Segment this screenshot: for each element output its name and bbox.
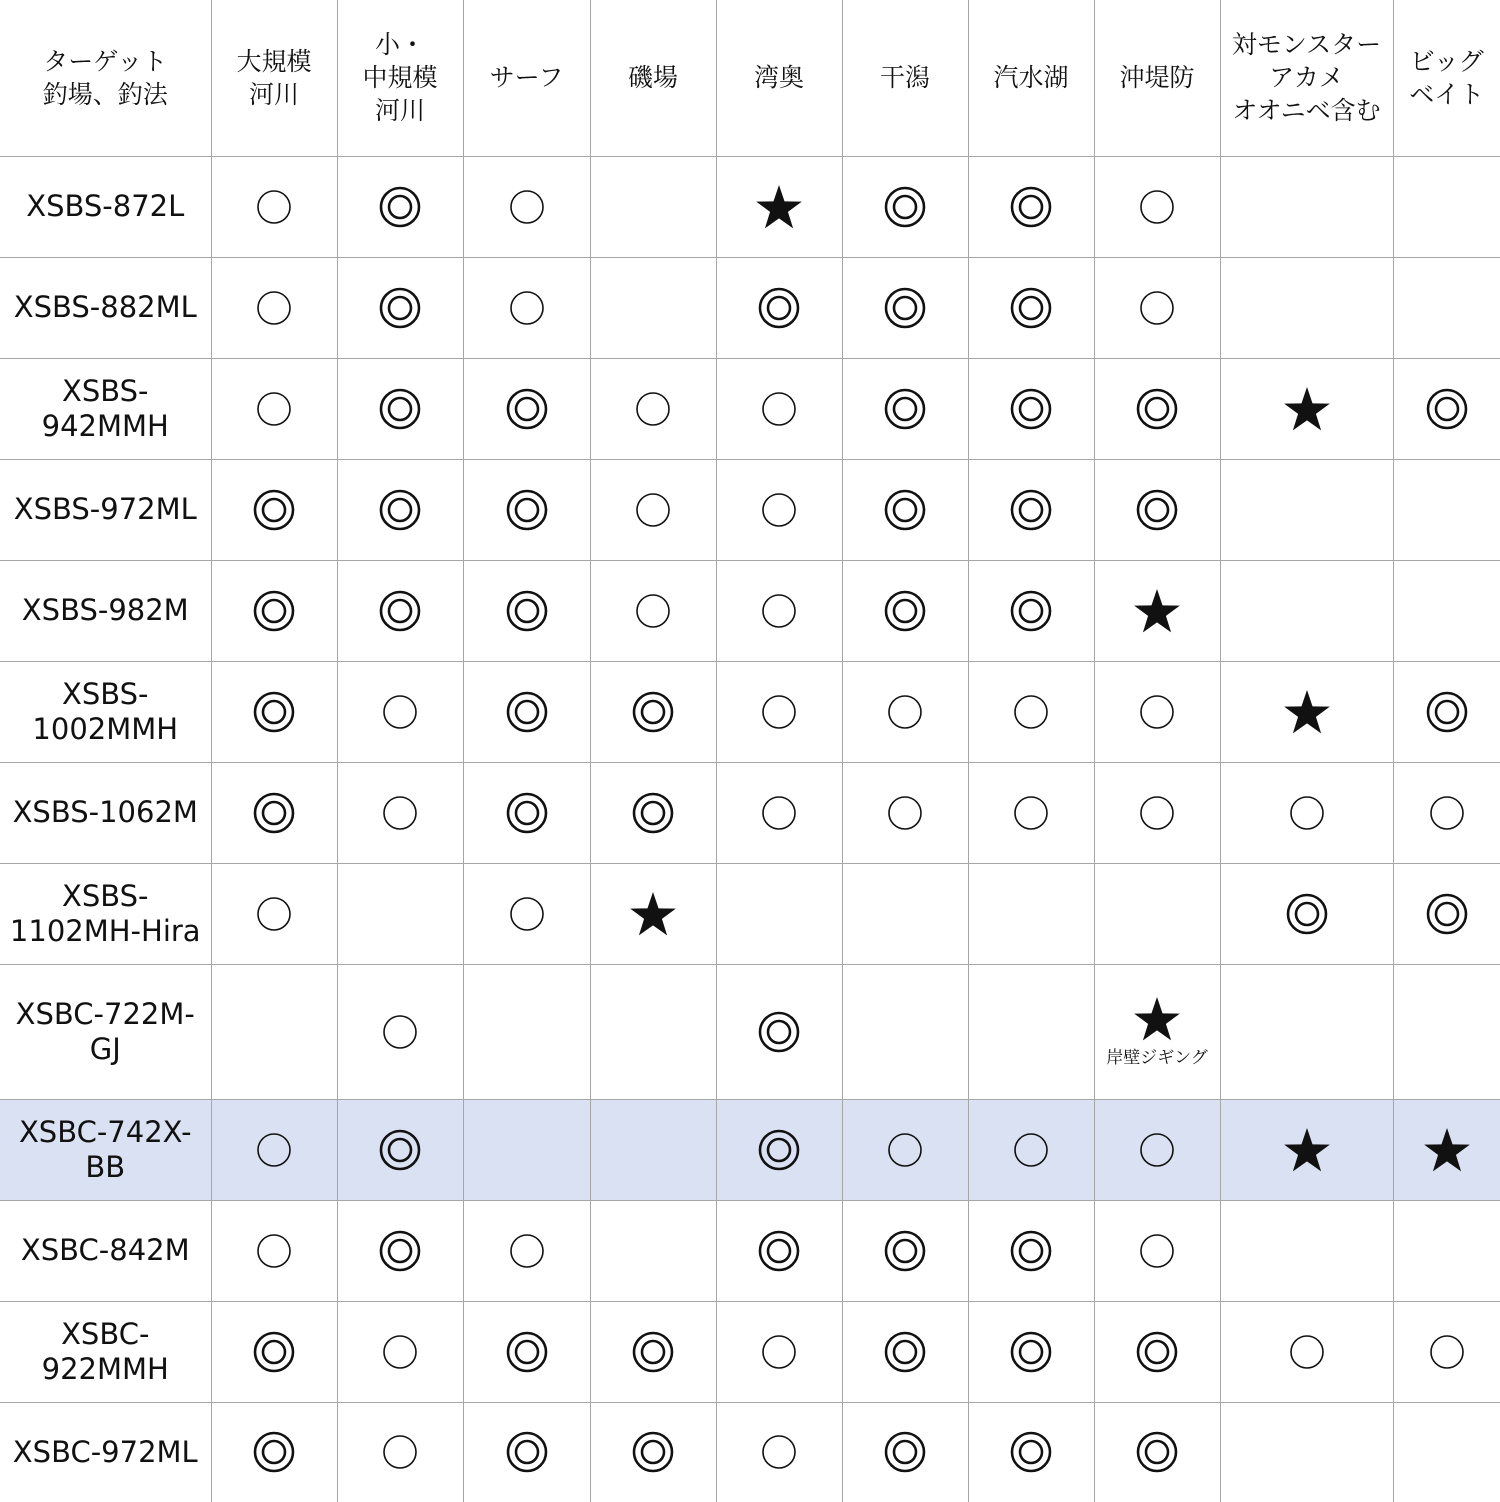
star-mark [1133, 588, 1181, 634]
circle-mark [887, 694, 923, 730]
circle-mark [1429, 795, 1465, 831]
circle-mark [256, 896, 292, 932]
rating-cell [337, 964, 463, 1099]
column-header [463, 0, 590, 156]
double-circle-mark [758, 1230, 800, 1272]
double-circle-mark [1010, 388, 1052, 430]
double-circle-mark [632, 1431, 674, 1473]
rating-cell [337, 257, 463, 358]
rating-cell [590, 459, 716, 560]
column-header [842, 0, 968, 156]
circle-mark [761, 1434, 797, 1470]
table-row [0, 661, 1500, 762]
rating-cell [968, 964, 1094, 1099]
rating-cell [842, 863, 968, 964]
double-circle-mark [1010, 1431, 1052, 1473]
double-circle-mark [884, 1431, 926, 1473]
rating-cell [337, 560, 463, 661]
model-name: XSBS-972ML [13, 492, 197, 526]
circle-mark [382, 694, 418, 730]
double-circle-mark [884, 590, 926, 632]
rating-cell [463, 156, 590, 257]
header-corner [0, 0, 211, 156]
rating-cell [1220, 661, 1393, 762]
rating-cell [968, 661, 1094, 762]
double-circle-mark [379, 287, 421, 329]
rating-cell [1393, 1301, 1500, 1402]
rating-cell [211, 863, 337, 964]
rating-cell [590, 863, 716, 964]
rating-cell [1220, 762, 1393, 863]
rating-cell [590, 1200, 716, 1301]
column-header-label: 沖堤防 [1119, 63, 1195, 93]
rating-cell [337, 459, 463, 560]
double-circle-mark [884, 1230, 926, 1272]
double-circle-mark [506, 691, 548, 733]
rating-cell [1393, 863, 1500, 964]
rating-cell [968, 1301, 1094, 1402]
rating-cell [590, 1301, 716, 1402]
rating-cell [463, 1200, 590, 1301]
circle-mark [635, 492, 671, 528]
rating-cell [1393, 156, 1500, 257]
table-row [0, 762, 1500, 863]
double-circle-mark [1010, 186, 1052, 228]
circle-mark [761, 492, 797, 528]
double-circle-mark [1136, 1331, 1178, 1373]
rating-cell [968, 1402, 1094, 1502]
circle-mark [1289, 1334, 1325, 1370]
rating-cell [968, 560, 1094, 661]
circle-mark [509, 290, 545, 326]
circle-mark [256, 1132, 292, 1168]
rating-cell [842, 1301, 968, 1402]
rating-cell [716, 358, 842, 459]
rating-cell [211, 1301, 337, 1402]
double-circle-mark [379, 186, 421, 228]
circle-mark [509, 189, 545, 225]
rating-cell [337, 661, 463, 762]
double-circle-mark [253, 792, 295, 834]
rating-cell [463, 1099, 590, 1200]
model-name: XSBS-872L [26, 189, 185, 223]
double-circle-mark [758, 1011, 800, 1053]
rating-cell [463, 964, 590, 1099]
rating-cell [590, 762, 716, 863]
rating-cell [337, 1099, 463, 1200]
double-circle-mark [379, 489, 421, 531]
circle-mark [1139, 290, 1175, 326]
circle-mark [1139, 1233, 1175, 1269]
double-circle-mark [379, 1129, 421, 1171]
rating-cell [211, 560, 337, 661]
double-circle-mark [379, 388, 421, 430]
rating-cell [968, 257, 1094, 358]
rating-cell [590, 156, 716, 257]
table-row [0, 1099, 1500, 1200]
rating-cell [716, 661, 842, 762]
column-header [1220, 0, 1393, 156]
circle-mark [256, 189, 292, 225]
circle-mark [1289, 795, 1325, 831]
column-header-label: 汽水湖 [993, 63, 1069, 93]
double-circle-mark [1136, 388, 1178, 430]
model-cell [0, 1301, 211, 1402]
column-header [1393, 0, 1500, 156]
rating-cell [463, 863, 590, 964]
circle-mark [509, 896, 545, 932]
rating-cell [1220, 560, 1393, 661]
model-name: XSBS- 1002MMH [32, 676, 179, 746]
rating-cell [968, 358, 1094, 459]
circle-mark [509, 1233, 545, 1269]
double-circle-mark [253, 691, 295, 733]
model-cell [0, 762, 211, 863]
rating-cell [1220, 1200, 1393, 1301]
rating-cell [1094, 459, 1220, 560]
double-circle-mark [1010, 1230, 1052, 1272]
circle-mark [256, 391, 292, 427]
rating-cell [211, 661, 337, 762]
double-circle-mark [758, 1129, 800, 1171]
rating-cell [463, 661, 590, 762]
double-circle-mark [1426, 388, 1468, 430]
rating-cell [1393, 762, 1500, 863]
double-circle-mark [379, 1230, 421, 1272]
rating-cell [1393, 661, 1500, 762]
rating-cell [716, 459, 842, 560]
double-circle-mark [1010, 287, 1052, 329]
model-name: XSBC-722M- GJ [15, 996, 195, 1066]
model-cell [0, 661, 211, 762]
column-header-label: 磯場 [627, 63, 678, 93]
rating-cell [968, 762, 1094, 863]
rating-cell [1220, 358, 1393, 459]
rating-cell [590, 560, 716, 661]
model-cell [0, 459, 211, 560]
rating-cell [211, 358, 337, 459]
rating-cell [211, 964, 337, 1099]
double-circle-mark [253, 489, 295, 531]
rating-cell [590, 661, 716, 762]
model-name: XSBS-982M [21, 593, 189, 627]
star-mark [629, 891, 677, 937]
circle-mark [635, 391, 671, 427]
rating-cell [1094, 560, 1220, 661]
rating-cell [716, 560, 842, 661]
rating-cell [1094, 1099, 1220, 1200]
rating-cell [1220, 459, 1393, 560]
corner-label: ターゲット 釣場、釣法 [42, 46, 168, 109]
rating-cell [211, 459, 337, 560]
rating-cell [1094, 1200, 1220, 1301]
rating-cell [1393, 257, 1500, 358]
rating-cell [1393, 1200, 1500, 1301]
rating-cell [968, 1099, 1094, 1200]
star-mark [1283, 386, 1331, 432]
rating-cell [716, 762, 842, 863]
rating-cell [1220, 1402, 1393, 1502]
double-circle-mark [253, 1431, 295, 1473]
circle-mark [256, 290, 292, 326]
rating-cell [590, 358, 716, 459]
double-circle-mark [1136, 1431, 1178, 1473]
double-circle-mark [506, 388, 548, 430]
double-circle-mark [884, 1331, 926, 1373]
rating-cell [211, 1402, 337, 1502]
rating-cell [842, 762, 968, 863]
double-circle-mark [1010, 1331, 1052, 1373]
rating-cell [1094, 1402, 1220, 1502]
rating-cell [590, 1099, 716, 1200]
rating-cell [842, 257, 968, 358]
table-row [0, 863, 1500, 964]
rating-cell [1393, 459, 1500, 560]
rating-cell [842, 1402, 968, 1502]
rating-cell [842, 1099, 968, 1200]
rating-cell [590, 257, 716, 358]
column-header-label: 小・ 中規模 河川 [362, 30, 438, 126]
rating-cell [716, 1099, 842, 1200]
model-name: XSBC-972ML [12, 1434, 198, 1469]
rating-cell [211, 1099, 337, 1200]
rating-cell [1220, 257, 1393, 358]
rating-cell [1220, 863, 1393, 964]
double-circle-mark [506, 792, 548, 834]
circle-mark [1139, 1132, 1175, 1168]
circle-mark [635, 593, 671, 629]
rating-cell [337, 1402, 463, 1502]
double-circle-mark [632, 691, 674, 733]
star-mark [1423, 1127, 1471, 1173]
double-circle-mark [632, 792, 674, 834]
rating-cell [968, 863, 1094, 964]
circle-mark [1139, 795, 1175, 831]
rating-cell [1094, 156, 1220, 257]
column-header-label: 大規模 河川 [236, 46, 312, 109]
rating-cell [968, 459, 1094, 560]
rating-cell [211, 257, 337, 358]
column-header [1094, 0, 1220, 156]
rating-cell [590, 964, 716, 1099]
model-cell [0, 156, 211, 257]
rating-cell [1094, 358, 1220, 459]
column-header [337, 0, 463, 156]
rating-cell [463, 762, 590, 863]
double-circle-mark [884, 388, 926, 430]
rating-cell [1094, 762, 1220, 863]
model-cell [0, 1200, 211, 1301]
rating-cell [590, 1402, 716, 1502]
model-name: XSBS-1062M [12, 795, 198, 829]
double-circle-mark [506, 590, 548, 632]
double-circle-mark [506, 1431, 548, 1473]
double-circle-mark [1426, 691, 1468, 733]
rating-cell [463, 1301, 590, 1402]
model-cell [0, 257, 211, 358]
circle-mark [1139, 189, 1175, 225]
circle-mark [382, 1434, 418, 1470]
double-circle-mark [1426, 893, 1468, 935]
model-name: XSBC-842M [20, 1233, 190, 1267]
column-header-label: 干潟 [879, 63, 930, 93]
table-row [0, 156, 1500, 257]
table-row [0, 964, 1500, 1099]
rating-cell [968, 1200, 1094, 1301]
rating-cell [337, 156, 463, 257]
rating-cell [1393, 560, 1500, 661]
star-mark [755, 184, 803, 230]
rating-cell [716, 156, 842, 257]
model-cell [0, 1402, 211, 1502]
model-name: XSBC- 922MMH [41, 1316, 169, 1386]
rating-cell [463, 257, 590, 358]
circle-mark [382, 1334, 418, 1370]
double-circle-mark [884, 287, 926, 329]
circle-mark [382, 795, 418, 831]
circle-mark [1013, 795, 1049, 831]
rating-cell [463, 459, 590, 560]
column-header [968, 0, 1094, 156]
double-circle-mark [1136, 489, 1178, 531]
model-name: XSBS-882ML [13, 290, 197, 324]
rating-cell [1220, 156, 1393, 257]
double-circle-mark [379, 590, 421, 632]
model-cell [0, 1099, 211, 1200]
circle-mark [1013, 1132, 1049, 1168]
model-cell [0, 560, 211, 661]
rating-cell [842, 459, 968, 560]
double-circle-mark [253, 1331, 295, 1373]
star-mark [1283, 1127, 1331, 1173]
rating-cell [716, 1301, 842, 1402]
rating-cell [716, 1402, 842, 1502]
double-circle-mark [1010, 590, 1052, 632]
rating-cell [842, 156, 968, 257]
column-header-label: 対モンスター アカメ オオニベ含む [1231, 30, 1382, 126]
rating-cell [337, 1301, 463, 1402]
column-header [716, 0, 842, 156]
rating-cell [463, 358, 590, 459]
rating-cell [842, 661, 968, 762]
rating-cell [716, 863, 842, 964]
rating-cell [463, 1402, 590, 1502]
rating-cell [716, 964, 842, 1099]
rating-cell [1220, 1301, 1393, 1402]
cell-note: 岸壁ジギング [1106, 1047, 1208, 1068]
double-circle-mark [884, 489, 926, 531]
rating-cell [1094, 964, 1220, 1099]
circle-mark [761, 795, 797, 831]
double-circle-mark [1286, 893, 1328, 935]
double-circle-mark [632, 1331, 674, 1373]
circle-mark [1429, 1334, 1465, 1370]
circle-mark [256, 1233, 292, 1269]
table-row [0, 459, 1500, 560]
column-header-label: ビッグ ベイト [1409, 46, 1485, 109]
model-name: XSBS- 942MMH [41, 373, 169, 443]
model-cell [0, 964, 211, 1099]
rating-cell [337, 863, 463, 964]
rating-cell [1393, 1099, 1500, 1200]
model-name: XSBS- 1102MH-Hira [9, 878, 201, 948]
circle-mark [887, 1132, 923, 1168]
rating-cell [842, 560, 968, 661]
model-cell [0, 863, 211, 964]
circle-mark [761, 593, 797, 629]
rating-cell [1393, 964, 1500, 1099]
rating-cell [337, 1200, 463, 1301]
column-header-label: サーフ [489, 63, 564, 93]
column-header [590, 0, 716, 156]
rating-cell [211, 1200, 337, 1301]
model-name: XSBC-742X- BB [18, 1114, 192, 1184]
star-mark [1133, 996, 1181, 1042]
rating-cell [1094, 257, 1220, 358]
double-circle-mark [506, 489, 548, 531]
rating-cell [1094, 1301, 1220, 1402]
circle-mark [1013, 694, 1049, 730]
double-circle-mark [758, 287, 800, 329]
star-mark [1283, 689, 1331, 735]
rating-cell [1220, 964, 1393, 1099]
table-row [0, 1402, 1500, 1502]
circle-mark [761, 391, 797, 427]
table-row [0, 1301, 1500, 1402]
table-row [0, 358, 1500, 459]
double-circle-mark [253, 590, 295, 632]
column-header [211, 0, 337, 156]
rating-cell [211, 762, 337, 863]
double-circle-mark [1010, 489, 1052, 531]
circle-mark [1139, 694, 1175, 730]
circle-mark [761, 1334, 797, 1370]
rating-cell [1393, 358, 1500, 459]
rating-cell [716, 1200, 842, 1301]
rating-cell [716, 257, 842, 358]
rating-cell [1393, 1402, 1500, 1502]
circle-mark [382, 1014, 418, 1050]
table-row [0, 1200, 1500, 1301]
rating-cell [1220, 1099, 1393, 1200]
rating-cell [968, 156, 1094, 257]
rating-cell [1094, 661, 1220, 762]
rating-cell [842, 964, 968, 1099]
column-header-label: 湾奥 [753, 63, 804, 93]
model-cell [0, 358, 211, 459]
rating-cell [211, 156, 337, 257]
rating-cell [337, 358, 463, 459]
circle-mark [887, 795, 923, 831]
header-row [0, 0, 1500, 156]
rating-cell [1094, 863, 1220, 964]
table-row [0, 257, 1500, 358]
rating-cell [337, 762, 463, 863]
rating-cell [463, 560, 590, 661]
double-circle-mark [506, 1331, 548, 1373]
rating-cell [842, 1200, 968, 1301]
table-row [0, 560, 1500, 661]
double-circle-mark [884, 186, 926, 228]
circle-mark [761, 694, 797, 730]
rating-cell [842, 358, 968, 459]
